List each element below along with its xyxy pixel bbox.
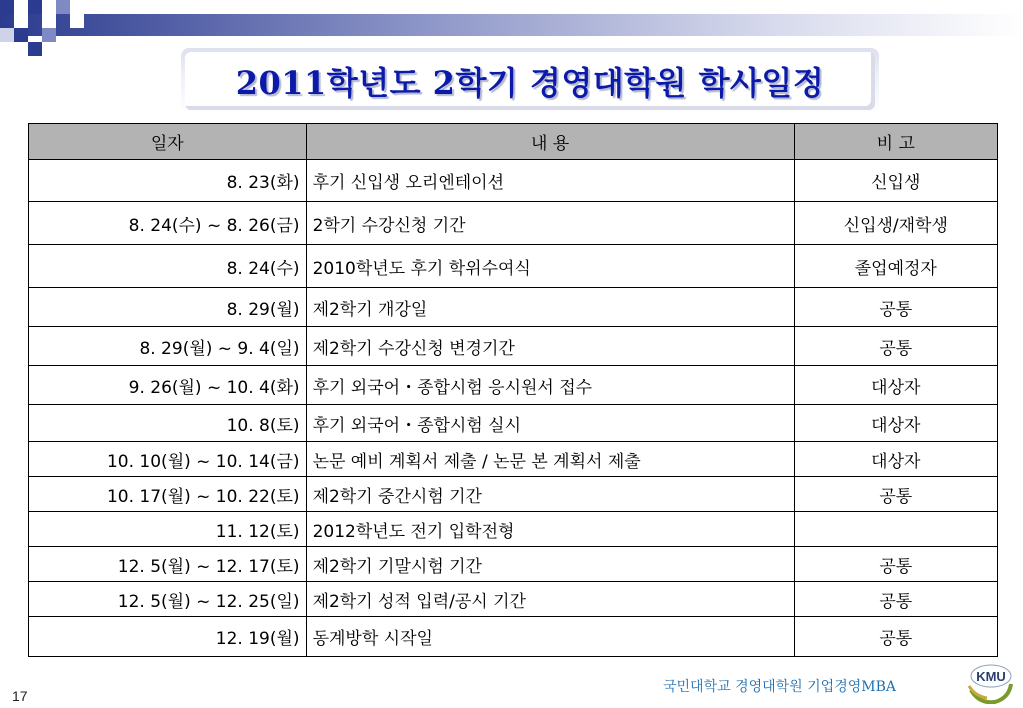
schedule-table [28,123,998,657]
table-row [29,582,998,617]
cell-note: 공통 [794,547,997,582]
top-decorative-bar [0,14,1023,36]
table-row [29,160,998,202]
cell-content: 제2학기 기말시험 기간 [306,547,794,582]
cell-content: 후기 외국어・종합시험 응시원서 접수 [306,366,794,405]
table-row [29,327,998,366]
kmu-logo [965,660,1013,704]
cell-content: 동계방학 시작일 [306,617,794,657]
cell-note: 졸업예정자 [794,245,997,288]
cell-content: 후기 신입생 오리엔테이션 [306,160,794,202]
cell-date: 11. 12(토) [29,512,307,547]
cell-note: 신입생/재학생 [794,202,997,245]
table-row [29,442,998,477]
header-note: 비 고 [794,124,997,160]
cell-note: 공통 [794,288,997,327]
title-banner [185,52,875,110]
cell-content: 2학기 수강신청 기간 [306,202,794,245]
cell-date: 8. 29(월) [29,288,307,327]
cell-note: 공통 [794,477,997,512]
cell-date: 10. 17(월) ~ 10. 22(토) [29,477,307,512]
cell-note: 공통 [794,327,997,366]
table-row [29,512,998,547]
cell-note: 대상자 [794,405,997,442]
table-row [29,366,998,405]
cell-content: 제2학기 중간시험 기간 [306,477,794,512]
table-row [29,288,998,327]
cell-date: 12. 5(월) ~ 12. 25(일) [29,582,307,617]
table-row [29,405,998,442]
cell-note [794,512,997,547]
table-row [29,617,998,657]
logo-text: KMU [976,669,1006,684]
cell-note: 공통 [794,617,997,657]
cell-content: 후기 외국어・종합시험 실시 [306,405,794,442]
cell-note: 대상자 [794,366,997,405]
cell-date: 9. 26(월) ~ 10. 4(화) [29,366,307,405]
cell-date: 8. 29(월) ~ 9. 4(일) [29,327,307,366]
cell-content: 논문 예비 계획서 제출 / 논문 본 계획서 제출 [306,442,794,477]
table-row [29,245,998,288]
cell-date: 8. 24(수) ~ 8. 26(금) [29,202,307,245]
cell-date: 10. 8(토) [29,405,307,442]
cell-content: 2012학년도 전기 입학전형 [306,512,794,547]
cell-content: 제2학기 수강신청 변경기간 [306,327,794,366]
cell-note: 대상자 [794,442,997,477]
corner-squares-decoration [0,0,90,60]
cell-date: 12. 19(월) [29,617,307,657]
page-title: 2011학년도 2학기 경영대학원 학사일정 [235,64,825,102]
cell-date: 12. 5(월) ~ 12. 17(토) [29,547,307,582]
cell-content: 제2학기 성적 입력/공시 기간 [306,582,794,617]
page-number: 17 [12,688,28,704]
header-content: 내 용 [306,124,794,160]
header-date: 일자 [29,124,307,160]
cell-note: 공통 [794,582,997,617]
table-header-row [29,124,998,160]
table-row [29,202,998,245]
footer-org-text: 국민대학교 경영대학원 기업경영MBA [663,679,896,695]
cell-date: 8. 23(화) [29,160,307,202]
table-row [29,477,998,512]
cell-content: 2010학년도 후기 학위수여식 [306,245,794,288]
cell-content: 제2학기 개강일 [306,288,794,327]
cell-date: 10. 10(월) ~ 10. 14(금) [29,442,307,477]
cell-date: 8. 24(수) [29,245,307,288]
cell-note: 신입생 [794,160,997,202]
table-row [29,547,998,582]
